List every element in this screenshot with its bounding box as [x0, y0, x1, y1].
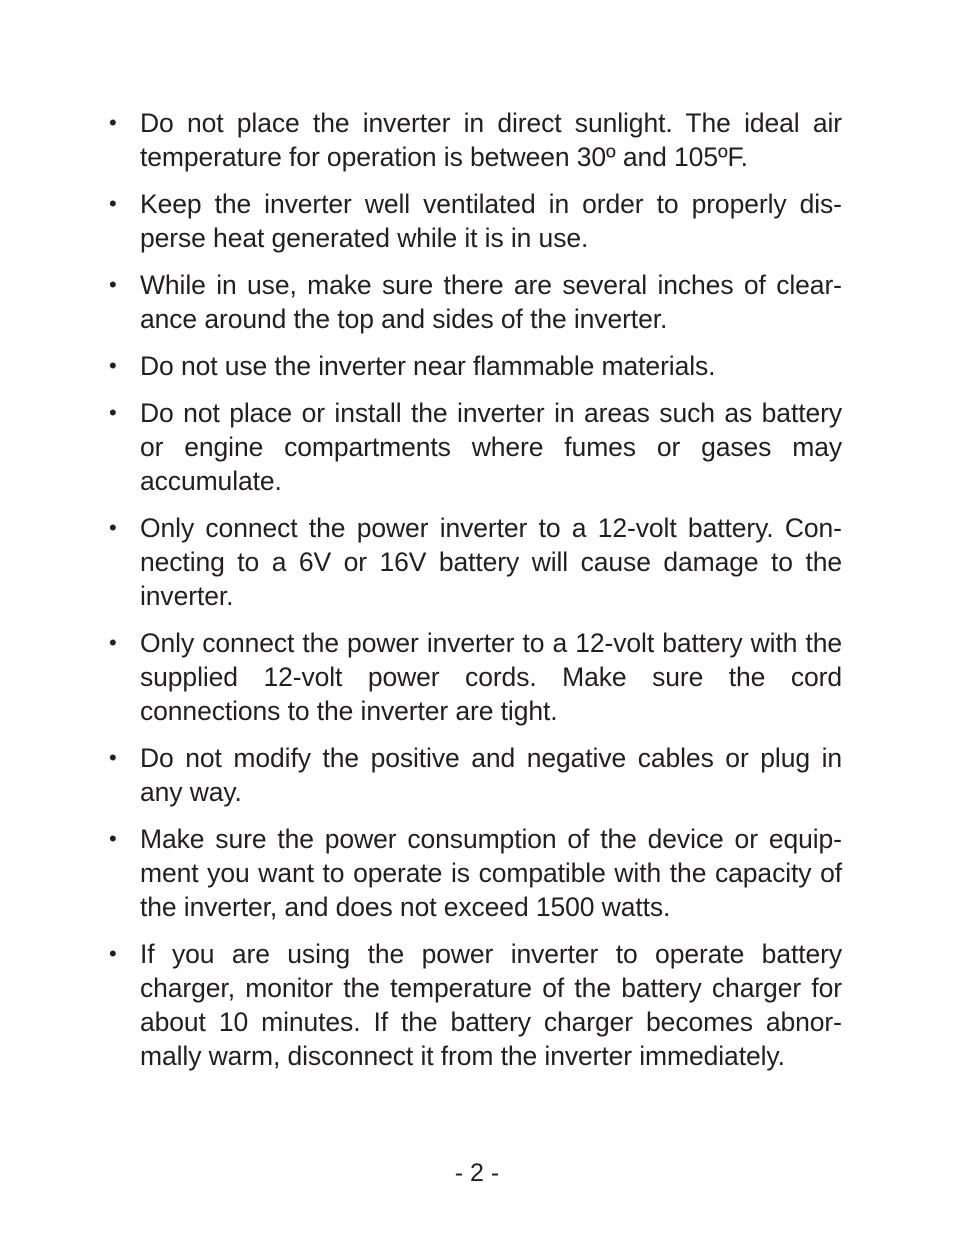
bullet-item [106, 511, 842, 613]
bullet-item [106, 626, 842, 728]
bullet-item [106, 396, 842, 498]
bullet-icon: • [109, 630, 117, 655]
bullet-text: Only connect the power inverter to a 12-volt battery. Connecting to a 6V or 16V battery will cause damage to the inverter. [140, 513, 842, 611]
bullet-text: If you are using the power inverter to operate battery charger, monitor the temperature of the battery charger for about 10 minutes. If the battery charger becomes abnormally warm, disconnect it from the inverter immediately. [140, 939, 842, 1071]
bullet-icon: • [109, 826, 117, 851]
bullet-icon: • [109, 353, 117, 378]
bullet-icon: • [109, 191, 117, 216]
bullet-text: Only connect the power inverter to a 12-volt battery with the supplied 12-volt power cords. Make sure the cord connections to the inverter are tight. [140, 628, 842, 726]
page-number: - 2 - [454, 1159, 500, 1187]
safety-bullet-list [106, 106, 842, 1086]
bullet-icon: • [109, 515, 117, 540]
bullet-icon: • [109, 941, 117, 966]
bullet-icon: • [109, 745, 117, 770]
bullet-text: While in use, make sure there are several inches of clearance around the top and sides of the inverter. [140, 270, 842, 334]
bullet-item [106, 349, 842, 383]
bullet-text: Do not place the inverter in direct sunlight. The ideal air temperature for operation is between 30º and 105ºF. [140, 108, 842, 172]
bullet-text: Do not place or install the inverter in areas such as battery or engine compartments where fumes or gases may accumulate. [140, 398, 842, 496]
bullet-item [106, 268, 842, 336]
bullet-item [106, 741, 842, 809]
bullet-icon: • [109, 272, 117, 297]
bullet-text: Keep the inverter well ventilated in order to properly disperse heat generated while it is in use. [140, 189, 842, 253]
bullet-icon: • [109, 400, 117, 425]
bullet-text: Make sure the power consumption of the device or equipment you want to operate is compatible with the capacity of the inverter, and does not exceed 1500 watts. [140, 824, 842, 922]
bullet-item [106, 822, 842, 924]
bullet-item [106, 937, 842, 1073]
bullet-text: Do not use the inverter near flammable materials. [140, 351, 716, 381]
bullet-item [106, 187, 842, 255]
bullet-text: Do not modify the positive and negative cables or plug in any way. [140, 743, 842, 807]
bullet-item [106, 106, 842, 174]
bullet-icon: • [109, 110, 117, 135]
